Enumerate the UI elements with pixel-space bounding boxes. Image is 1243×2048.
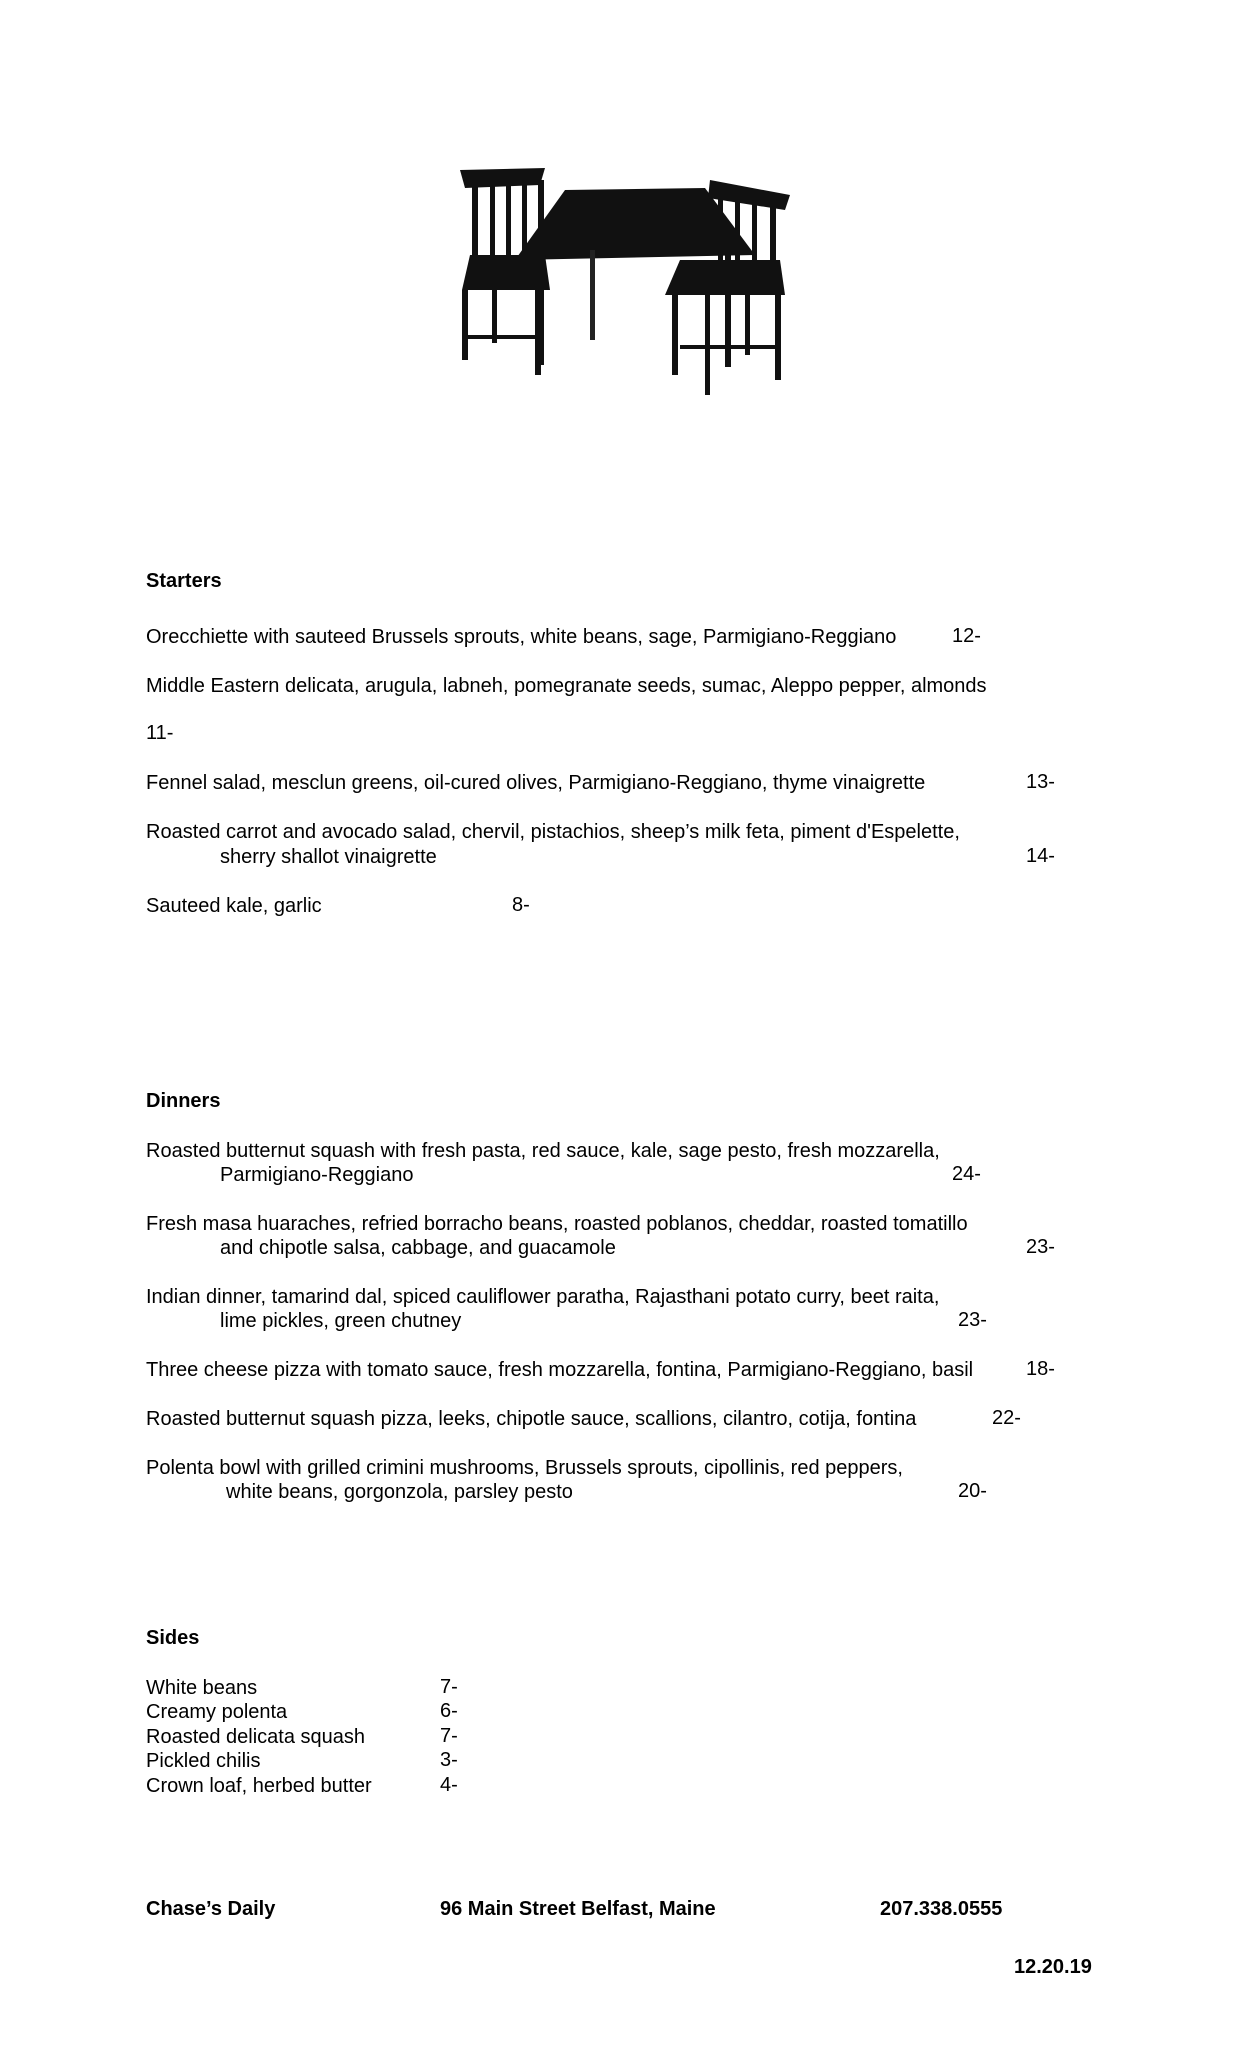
side-item-price: 7- [440,1676,458,1698]
dinner-item-price: 22- [992,1407,1021,1429]
restaurant-phone: 207.338.0555 [880,1898,1003,1920]
side-item-price: 7- [440,1725,458,1747]
starter-item-text: Roasted carrot and avocado salad, chervil, pistachios, sheep’s milk feta, piment d'Espelette, [146,821,960,843]
dinner-item-text-continued: white beans, gorgonzola, parsley pesto [226,1481,573,1503]
starter-item-text: Fennel salad, mesclun greens, oil-cured olives, Parmigiano-Reggiano, thyme vinaigrette [146,772,926,794]
dinner-item-price: 23- [1026,1236,1055,1258]
sides-heading: Sides [146,1627,200,1649]
starter-item-text: Orecchiette with sauteed Brussels sprouts, white beans, sage, Parmigiano-Reggiano [146,626,897,648]
starter-item-price: 14- [1026,845,1055,867]
dinner-item-text: Indian dinner, tamarind dal, spiced cauliflower paratha, Rajasthani potato curry, beet raita, [146,1286,940,1308]
side-item-text: Creamy polenta [146,1701,288,1723]
dinner-item-price: 24- [952,1163,981,1185]
dinner-item-price: 23- [958,1309,987,1331]
starter-item-price: 11- [146,722,174,744]
starter-item-price: 12- [952,625,981,647]
restaurant-name: Chase’s Daily [146,1898,276,1920]
table-and-chairs-illustration [440,160,820,410]
menu-date: 12.20.19 [1014,1956,1092,1978]
dinner-item-text-continued: Parmigiano-Reggiano [220,1164,414,1186]
starter-item-price: 8- [512,894,530,916]
dinner-item-price: 20- [958,1480,987,1502]
starter-item-price: 13- [1026,771,1055,793]
side-item-text: Pickled chilis [146,1750,261,1772]
dinner-item-text: Roasted butternut squash with fresh pasta, red sauce, kale, sage pesto, fresh mozzarella, [146,1140,940,1162]
side-item-price: 4- [440,1774,458,1796]
restaurant-address: 96 Main Street Belfast, Maine [440,1898,716,1920]
dinner-item-text-continued: and chipotle salsa, cabbage, and guacamole [220,1237,616,1259]
side-item-price: 3- [440,1749,458,1771]
side-item-text: Crown loaf, herbed butter [146,1775,372,1797]
dinner-item-price: 18- [1026,1358,1055,1380]
starter-item-text: Middle Eastern delicata, arugula, labneh, pomegranate seeds, sumac, Aleppo pepper, almonds [146,675,987,697]
dinner-item-text: Roasted butternut squash pizza, leeks, chipotle sauce, scallions, cilantro, cotija, fontina [146,1408,917,1430]
side-item-text: Roasted delicata squash [146,1726,366,1748]
dinner-item-text: Polenta bowl with grilled crimini mushrooms, Brussels sprouts, cipollinis, red peppers, [146,1457,903,1479]
starter-item-text: Sauteed kale, garlic [146,895,322,917]
side-item-price: 6- [440,1700,458,1722]
dinners-heading: Dinners [146,1090,221,1112]
starter-item-text-continued: sherry shallot vinaigrette [220,846,437,868]
dinner-item-text: Fresh masa huaraches, refried borracho beans, roasted poblanos, cheddar, roasted tomatillo [146,1213,968,1235]
dinner-item-text-continued: lime pickles, green chutney [220,1310,462,1332]
side-item-text: White beans [146,1677,258,1699]
dinner-item-text: Three cheese pizza with tomato sauce, fresh mozzarella, fontina, Parmigiano-Reggiano, basil [146,1359,974,1381]
starters-heading: Starters [146,570,222,592]
